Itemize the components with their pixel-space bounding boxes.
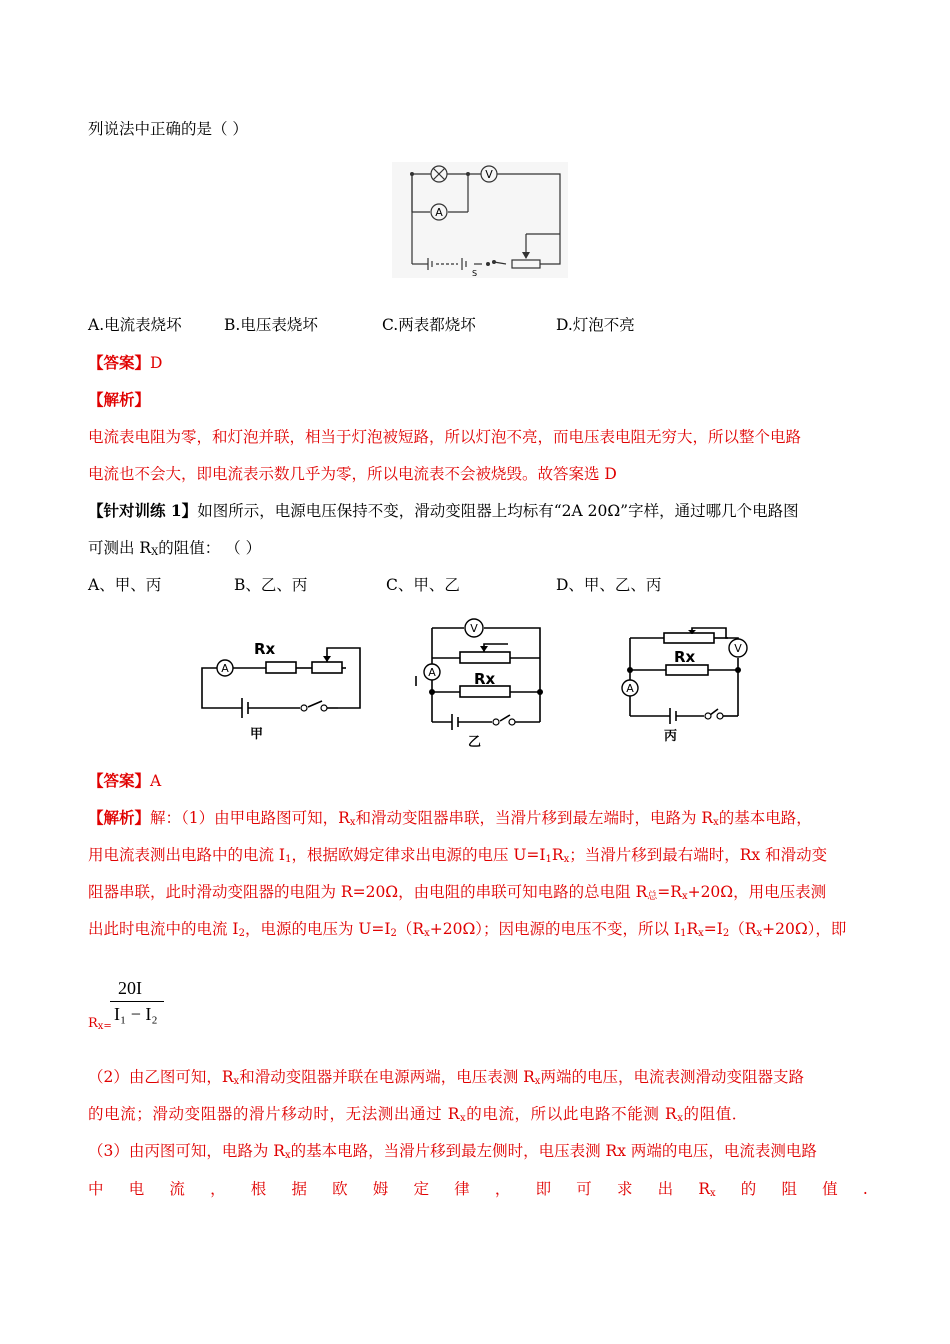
- c2-char: 电: [128, 1180, 145, 1198]
- formula-lhs-r: R: [88, 1016, 98, 1031]
- jia-ammeter-label: A: [221, 662, 229, 675]
- a3-sub2: x: [681, 891, 688, 902]
- b1: （2）由乙图可知，R: [88, 1068, 234, 1086]
- training-text-2a: 可测出 R: [88, 539, 152, 557]
- c2-char: 求: [616, 1180, 633, 1198]
- c2-char: 据: [291, 1180, 307, 1198]
- circuit-yi: [412, 618, 562, 752]
- a1-sub: x: [349, 817, 356, 828]
- part3-line-2: [88, 1178, 868, 1205]
- answer-line: [88, 352, 162, 374]
- formula-denominator: I₁ − I₂: [114, 1004, 158, 1024]
- training-answer-value: A: [150, 772, 162, 790]
- a4-sub3: x: [424, 928, 430, 939]
- b2-sub2: x: [677, 1113, 684, 1124]
- bing-ammeter-label: A: [626, 682, 634, 695]
- b1-sub2: x: [534, 1076, 541, 1087]
- a2c: R: [551, 846, 564, 864]
- c2-char: 定: [413, 1180, 430, 1198]
- a4-sub5: x: [698, 928, 704, 939]
- formula-numerator: 20I: [118, 978, 142, 998]
- jia-rx-label: Rx: [254, 640, 276, 658]
- a4e: R: [686, 920, 699, 938]
- b2c: 的阻值．: [683, 1105, 748, 1123]
- training-answer-line: [88, 770, 161, 792]
- c2-char: .: [862, 1180, 868, 1198]
- formula-rx: [88, 976, 178, 1036]
- option-c: C.两表都烧坏: [382, 316, 476, 334]
- a4h: +20Ω），即: [762, 920, 847, 938]
- c1-sub: x: [284, 1150, 291, 1161]
- training-analysis-label: 【解析】: [88, 808, 151, 827]
- fig1-voltmeter-label: V: [485, 168, 493, 181]
- a4-sub: 2: [238, 928, 245, 939]
- a2b: ，根据欧姆定律求出电源的电压 U=I: [291, 846, 546, 864]
- training-text-2b: 的阻值： （ ）: [158, 539, 262, 557]
- training-line-2: [88, 537, 261, 564]
- a1-sub2: x: [713, 817, 719, 828]
- c2-char: 的: [740, 1180, 757, 1198]
- c2-char: 出: [657, 1180, 674, 1198]
- training-text-1: 如图所示，电源电压保持不变，滑动变阻器上均标有“2A 20Ω”字样，通过哪几个电路图: [197, 502, 799, 520]
- jia-caption: 甲: [250, 727, 264, 742]
- c2-r-char: R: [698, 1180, 710, 1198]
- c1b: 的基本电路，当滑片移到最左侧时，电压表测 Rx 两端的电压，电流表测电路: [290, 1142, 817, 1160]
- training-label: 【针对训练 1】: [88, 501, 198, 520]
- circuit-figure-1: [392, 162, 568, 278]
- training-analysis-line-3: [88, 881, 826, 908]
- training-analysis-line-1: [88, 807, 812, 834]
- part2-line-1: [88, 1066, 804, 1093]
- training-option-d: D、甲、乙、丙: [556, 576, 662, 594]
- analysis-line-2: 电流也不会大，即电流表示数几乎为零，所以电流表不会被烧毁。故答案选 D: [88, 465, 617, 483]
- answer-value: D: [150, 354, 163, 372]
- c2-char: 根: [250, 1180, 267, 1198]
- a3b: =R: [657, 883, 682, 901]
- formula-lhs-sub: x=: [97, 1021, 112, 1032]
- a1: 解：（1）由甲电路图可知，R: [150, 809, 350, 827]
- yi-ammeter-label: A: [428, 666, 436, 679]
- a4-sub2: 2: [390, 928, 397, 939]
- a4g: （R: [729, 920, 757, 938]
- b2: 的电流；滑动变阻器的滑片移动时，无法测出通过 R: [88, 1105, 460, 1123]
- bing-voltmeter-label: V: [734, 642, 742, 655]
- training-line-1: [88, 500, 799, 522]
- yi-caption: 乙: [468, 735, 482, 750]
- a4-sub7: x: [756, 928, 763, 939]
- training-option-b: B、乙、丙: [234, 576, 308, 594]
- c2-char: 欧: [332, 1180, 348, 1198]
- a4d: +20Ω）；因电源的电压不变，所以 I: [429, 920, 681, 938]
- b1-sub: x: [233, 1076, 240, 1087]
- a3: 阻器串联，此时滑动变阻器的电阻为 R=20Ω，由电阻的串联可知电路的总电阻 R: [88, 883, 648, 901]
- b2-sub: x: [460, 1113, 467, 1124]
- a3c: +20Ω，用电压表测: [687, 883, 827, 901]
- a1c: 的基本电路，: [718, 809, 812, 827]
- c2-char: ，: [494, 1180, 511, 1198]
- a2-sub3: x: [563, 854, 570, 865]
- c2-r: [698, 1178, 715, 1205]
- bing-caption: 丙: [664, 729, 678, 744]
- yi-rx-label: Rx: [474, 670, 496, 688]
- a1b: 和滑动变阻器串联，当滑片移到最左端时，电路为 R: [355, 809, 714, 827]
- c2-char: ，: [210, 1180, 226, 1198]
- b1c: 两端的电压，电流表测滑动变阻器支路: [540, 1068, 804, 1086]
- a4: 出此时电流中的电流 I: [88, 920, 239, 938]
- b2b: 的电流，所以此电路不能测 R: [466, 1105, 678, 1123]
- analysis-label: 【解析】: [88, 390, 151, 409]
- a3-sub: 总: [647, 891, 658, 902]
- fig1-switch-label: S: [472, 269, 478, 278]
- c1: （3）由丙图可知，电路为 R: [88, 1142, 285, 1160]
- b1b: 和滑动变阻器并联在电源两端，电压表测 R: [239, 1068, 535, 1086]
- fig1-ammeter-label: A: [435, 206, 443, 219]
- training-answer-label: 【答案】: [88, 771, 151, 790]
- formula-lhs: [88, 1016, 112, 1032]
- option-d: D.灯泡不亮: [556, 316, 635, 334]
- answer-label: 【答案】: [88, 353, 151, 372]
- a2: 用电流表测出电路中的电流 I: [88, 846, 286, 864]
- question-stem: 列说法中正确的是（ ）: [88, 120, 248, 138]
- c2-char: 中: [88, 1180, 104, 1198]
- circuit-jia: [196, 632, 366, 744]
- option-a: A.电流表烧坏: [88, 316, 182, 334]
- a2d: ；当滑片移到最右端时，Rx 和滑动变: [569, 846, 828, 864]
- analysis-line-1: 电流表电阻为零，和灯泡并联，相当于灯泡被短路，所以灯泡不亮，而电压表电阻无穷大，所以整个电路: [88, 428, 802, 446]
- part2-line-2: [88, 1103, 748, 1130]
- training-option-c: C、甲、乙: [386, 576, 460, 594]
- bing-rx-label: Rx: [674, 648, 696, 666]
- training-analysis-line-4: [88, 918, 846, 945]
- option-b: B.电压表烧坏: [224, 316, 318, 334]
- training-analysis-line-2: [88, 844, 827, 871]
- a4-sub4: 1: [680, 928, 687, 939]
- c2-char: 即: [535, 1180, 552, 1198]
- training-text-2sub: X: [151, 547, 159, 558]
- c2-r-sub: x: [709, 1188, 716, 1199]
- a2-sub2: 1: [545, 854, 552, 865]
- c2-char: 姆: [372, 1180, 389, 1198]
- a2-sub: 1: [285, 854, 292, 865]
- a4c: （R: [396, 920, 425, 938]
- c2-char: 可: [576, 1180, 592, 1198]
- circuit-bing: [614, 626, 764, 746]
- c2-char: 阻: [781, 1180, 797, 1198]
- yi-voltmeter-label: V: [470, 622, 478, 635]
- a4f: =I: [703, 920, 723, 938]
- a4-sub6: 2: [722, 928, 730, 939]
- c2-char: 值: [822, 1180, 838, 1198]
- a4b: ，电源的电压为 U=I: [244, 920, 391, 938]
- c2-char: 流: [169, 1180, 185, 1198]
- part3-line-1: [88, 1140, 817, 1167]
- c2-char: 律: [454, 1180, 470, 1198]
- formula-bar: [110, 1001, 164, 1002]
- training-option-a: A、甲、丙: [88, 576, 162, 594]
